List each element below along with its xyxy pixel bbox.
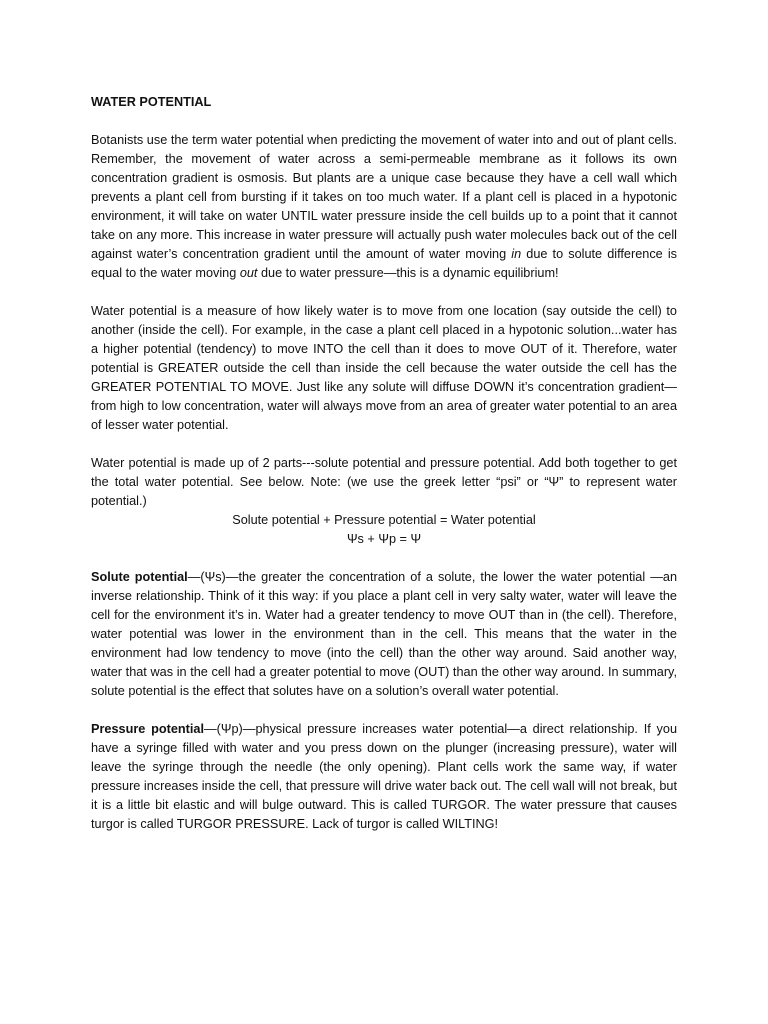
term-pressure-potential: Pressure potential xyxy=(91,722,204,736)
emphasis-in: in xyxy=(511,247,522,261)
paragraph-intro-part-a: Botanists use the term water potential when predicting the movement of water into and out of plant cells. Remember, the movement of water across a semi-permeable membrane as it follows its own concentration gradient is osmosis. But plants are a unique case because they have a cell wall which prevents a plant cell from bursting if it takes on too much water. If a plant cell is placed in a hypotonic environment, it will take on water UNTIL water pressure inside the cell builds up to a point that it cannot take on any more. This increase in water pressure will actually push water molecules back out of the cell against water’s concentration gradient until the amount of water moving xyxy=(91,133,677,261)
term-solute-potential: Solute potential xyxy=(91,570,188,584)
document-page xyxy=(91,93,677,853)
equation-symbols: Ψs + Ψp = Ψ xyxy=(346,532,422,546)
paragraph-intro-part-c: due to water pressure—this is a dynamic equilibrium! xyxy=(257,266,559,280)
paragraph-solute-potential xyxy=(91,568,677,701)
equation-words: Solute potential + Pressure potential = Water potential xyxy=(232,513,536,527)
pressure-potential-text: —(Ψp)—physical pressure increases water potential—a direct relationship. If you have a syringe filled with water and you press down on the plunger (increasing pressure), water will leave the syringe through the needle (the only opening). Plant cells work the same way, if water pressure increases inside the cell, that pressure will drive water back out. The cell wall will not break, but it is a little bit elastic and will bulge outward. This is called TURGOR. The water pressure that causes turgor is called TURGOR PRESSURE. Lack of turgor is called WILTING! xyxy=(91,722,677,831)
paragraph-pressure-potential xyxy=(91,720,677,834)
paragraph-components: Water potential is made up of 2 parts---solute potential and pressure potential. Add both together to get the total water potential. See below. Note: (we use the greek letter “psi” or “Ψ” to represent water potential.) xyxy=(91,456,677,508)
solute-potential-text: —(Ψs)—the greater the concentration of a solute, the lower the water potential —an inverse relationship. Think of it this way: if you place a plant cell in very salty water, water will leave the cell for the environment it’s in. Water had a greater tendency to move OUT than in (the cell). Therefore, water potential was lower in the environment than in the cell. This means that the water in the environment had low tendency to move (into the cell) than the other way around. Said another way, water that was in the cell had a greater potential to move (OUT) than the other way around. In summary, solute potential is the effect that solutes have on a solution’s overall water potential. xyxy=(91,570,678,698)
paragraph-intro xyxy=(91,131,677,283)
paragraph-intro-part-b: due to solute difference is equal to the water moving xyxy=(91,247,677,280)
paragraph-definition: Water potential is a measure of how likely water is to move from one location (say outside the cell) to another (inside the cell). For example, in the case a plant cell placed in a hypotonic solution...water has a higher potential (tendency) to move INTO the cell than it does to move OUT of it. Therefore, water potential is GREATER outside the cell than inside the cell because the water outside the cell has the GREATER POTENTIAL TO MOVE. Just like any solute will diffuse DOWN it’s concentration gradient—from high to low concentration, water will always move from an area of greater water potential to an area of lesser water potential. xyxy=(91,304,677,432)
document-title: WATER POTENTIAL xyxy=(91,95,212,109)
equation-block xyxy=(91,511,677,549)
emphasis-out: out xyxy=(239,266,258,280)
